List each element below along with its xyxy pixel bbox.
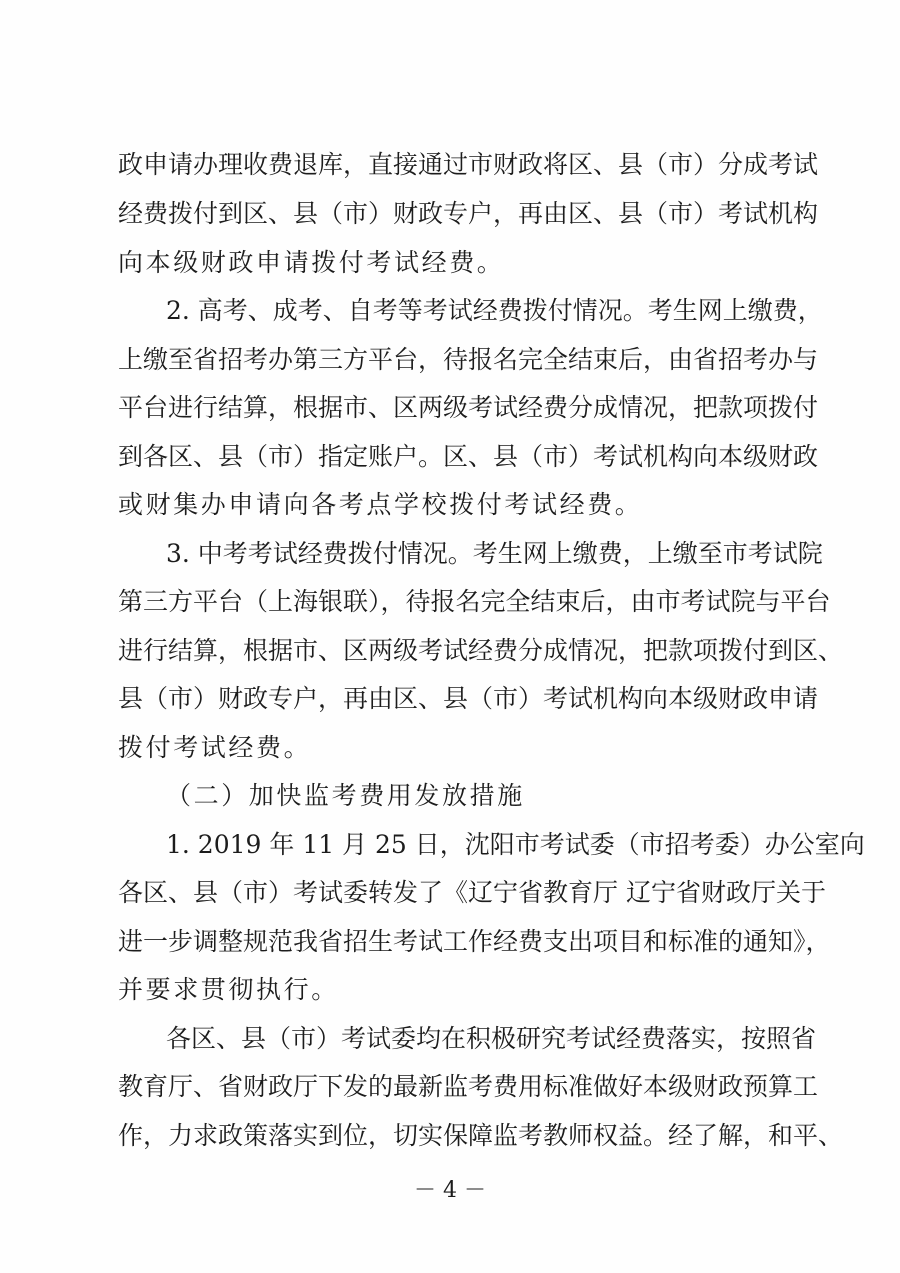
section-heading: （二）加快监考费用发放措施 [166,781,525,810]
paragraph-line: 并要求贯彻执行。 [118,975,339,1004]
paragraph-line: 县（市）财政专户，再由区、县（市）考试机构向本级财政申请 [118,684,819,713]
paragraph-line: 向本级财政申请拨付考试经费。 [118,248,505,277]
paragraph-line: 教育厅、省财政厅下发的最新监考费用标准做好本级财政预算工 [118,1072,819,1101]
paragraph-line: 2. 高考、成考、自考等考试经费拨付情况。考生网上缴费， [166,296,823,325]
paragraph-line: 各区、县（市）考试委转发了《辽宁省教育厅 辽宁省财政厅关于 [118,878,826,907]
paragraph-line: 上缴至省招考办第三方平台，待报名完全结束后，由省招考办与 [118,345,819,374]
paragraph-line: 政申请办理收费退库，直接通过市财政将区、县（市）分成考试 [118,150,819,179]
paragraph-line: 拨付考试经费。 [118,733,312,762]
paragraph-line: 进一步调整规范我省招生考试工作经费支出项目和标准的通知》， [118,927,831,956]
paragraph-line: 3. 中考考试经费拨付情况。考生网上缴费，上缴至市考试院 [166,539,823,568]
paragraph-line: 各区、县（市）考试委均在积极研究考试经费落实，按照省 [166,1024,817,1053]
paragraph-line: 作，力求政策落实到位，切实保障监考教师权益。经了解，和平、 [118,1121,844,1150]
paragraph-line: 进行结算，根据市、区两级考试经费分成情况，把款项拨付到区、 [118,636,844,665]
paragraph-line: 1. 2019 年 11 月 25 日，沈阳市考试委（市招考委）办公室向 [166,830,865,859]
paragraph-line: 经费拨付到区、县（市）财政专户，再由区、县（市）考试机构 [118,199,819,228]
paragraph-line: 或财集办申请向各考点学校拨付考试经费。 [118,490,643,519]
paragraph-line: 到各区、县（市）指定账户。区、县（市）考试机构向本级财政 [118,442,819,471]
page-number: － 4 － [414,1178,486,1203]
paragraph-line: 第三方平台（上海银联），待报名完全结束后，由市考试院与平台 [118,587,831,616]
paragraph-line: 平台进行结算，根据市、区两级考试经费分成情况，把款项拨付 [118,393,819,422]
